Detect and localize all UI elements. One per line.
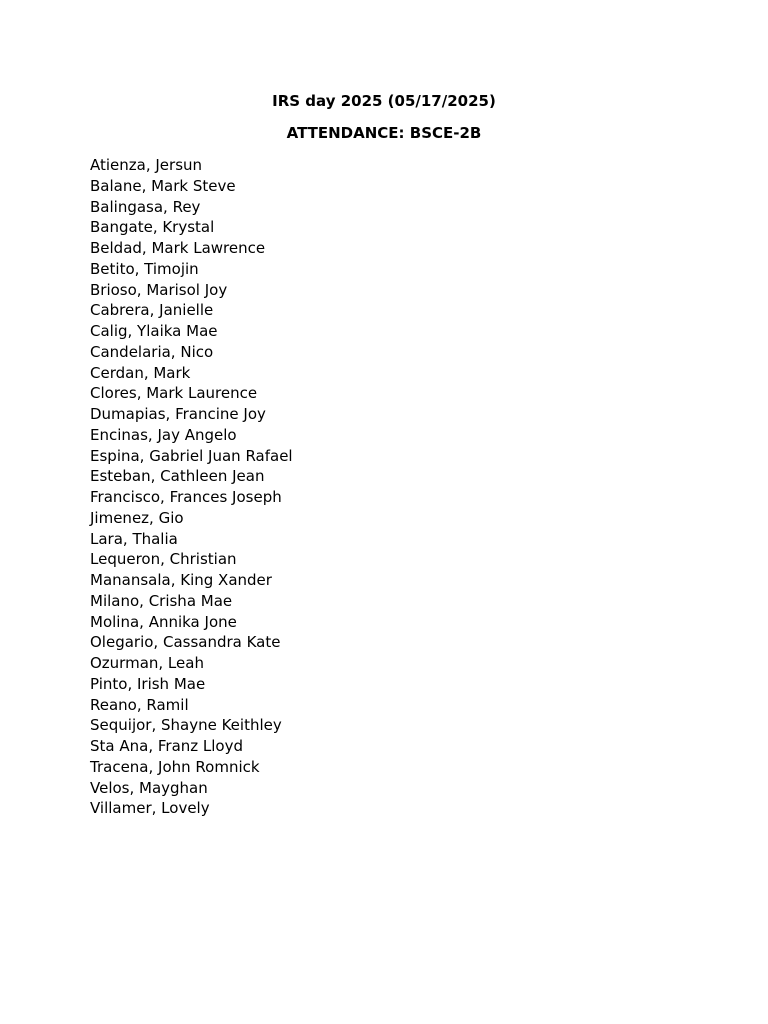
attendee-name: Dumapias, Francine Joy <box>90 405 266 423</box>
attendee-name: Francisco, Frances Joseph <box>90 488 282 506</box>
attendee-name: Lequeron, Christian <box>90 550 237 569</box>
attendee-name: Bangate, Krystal <box>90 218 215 237</box>
attendee-name: Calig, Ylaika Mae <box>90 322 218 340</box>
attendee-name: Clores, Mark Laurence <box>90 384 258 403</box>
attendee-name: Jimenez, Gio <box>90 508 184 527</box>
attendee-name: Olegario, Cassandra Kate <box>90 633 281 652</box>
attendee-name: Balingasa, Rey <box>90 197 201 216</box>
attendance-title: ATTENDANCE: BSCE-2B <box>286 124 482 142</box>
attendee-name: Ozurman, Leah <box>90 654 204 672</box>
attendee-name: Lara, Thalia <box>90 529 178 548</box>
attendee-name: Villamer, Lovely <box>90 799 210 818</box>
attendee-name: Milano, Crisha Mae <box>90 591 233 610</box>
attendee-name: Balane, Mark Steve <box>90 176 236 195</box>
attendee-name: Cabrera, Janielle <box>90 301 214 320</box>
attendee-name: Atienza, Jersun <box>90 156 203 174</box>
event-title: IRS day 2025 (05/17/2025) <box>272 92 496 110</box>
attendee-name: Brioso, Marisol Joy <box>90 280 228 299</box>
attendee-name: Molina, Annika Jone <box>90 612 237 631</box>
attendee-name: Encinas, Jay Angelo <box>90 425 237 444</box>
attendee-name: Sequijor, Shayne Keithley <box>90 716 282 735</box>
attendee-name: Pinto, Irish Mae <box>90 674 206 693</box>
attendee-name: Velos, Mayghan <box>90 778 208 797</box>
attendee-name: Tracena, John Romnick <box>90 757 260 776</box>
attendee-name: Reano, Ramil <box>90 695 189 714</box>
attendee-name: Sta Ana, Franz Lloyd <box>90 737 244 755</box>
attendee-name: Espina, Gabriel Juan Rafael <box>90 446 293 465</box>
attendee-name: Candelaria, Nico <box>90 342 214 361</box>
attendee-name: Esteban, Cathleen Jean <box>90 467 265 486</box>
attendee-name: Betito, Timojin <box>90 259 199 278</box>
attendance-list <box>90 155 293 819</box>
attendee-name: Manansala, King Xander <box>90 571 272 589</box>
attendee-name: Cerdan, Mark <box>90 363 191 382</box>
attendee-name: Beldad, Mark Lawrence <box>90 239 266 257</box>
